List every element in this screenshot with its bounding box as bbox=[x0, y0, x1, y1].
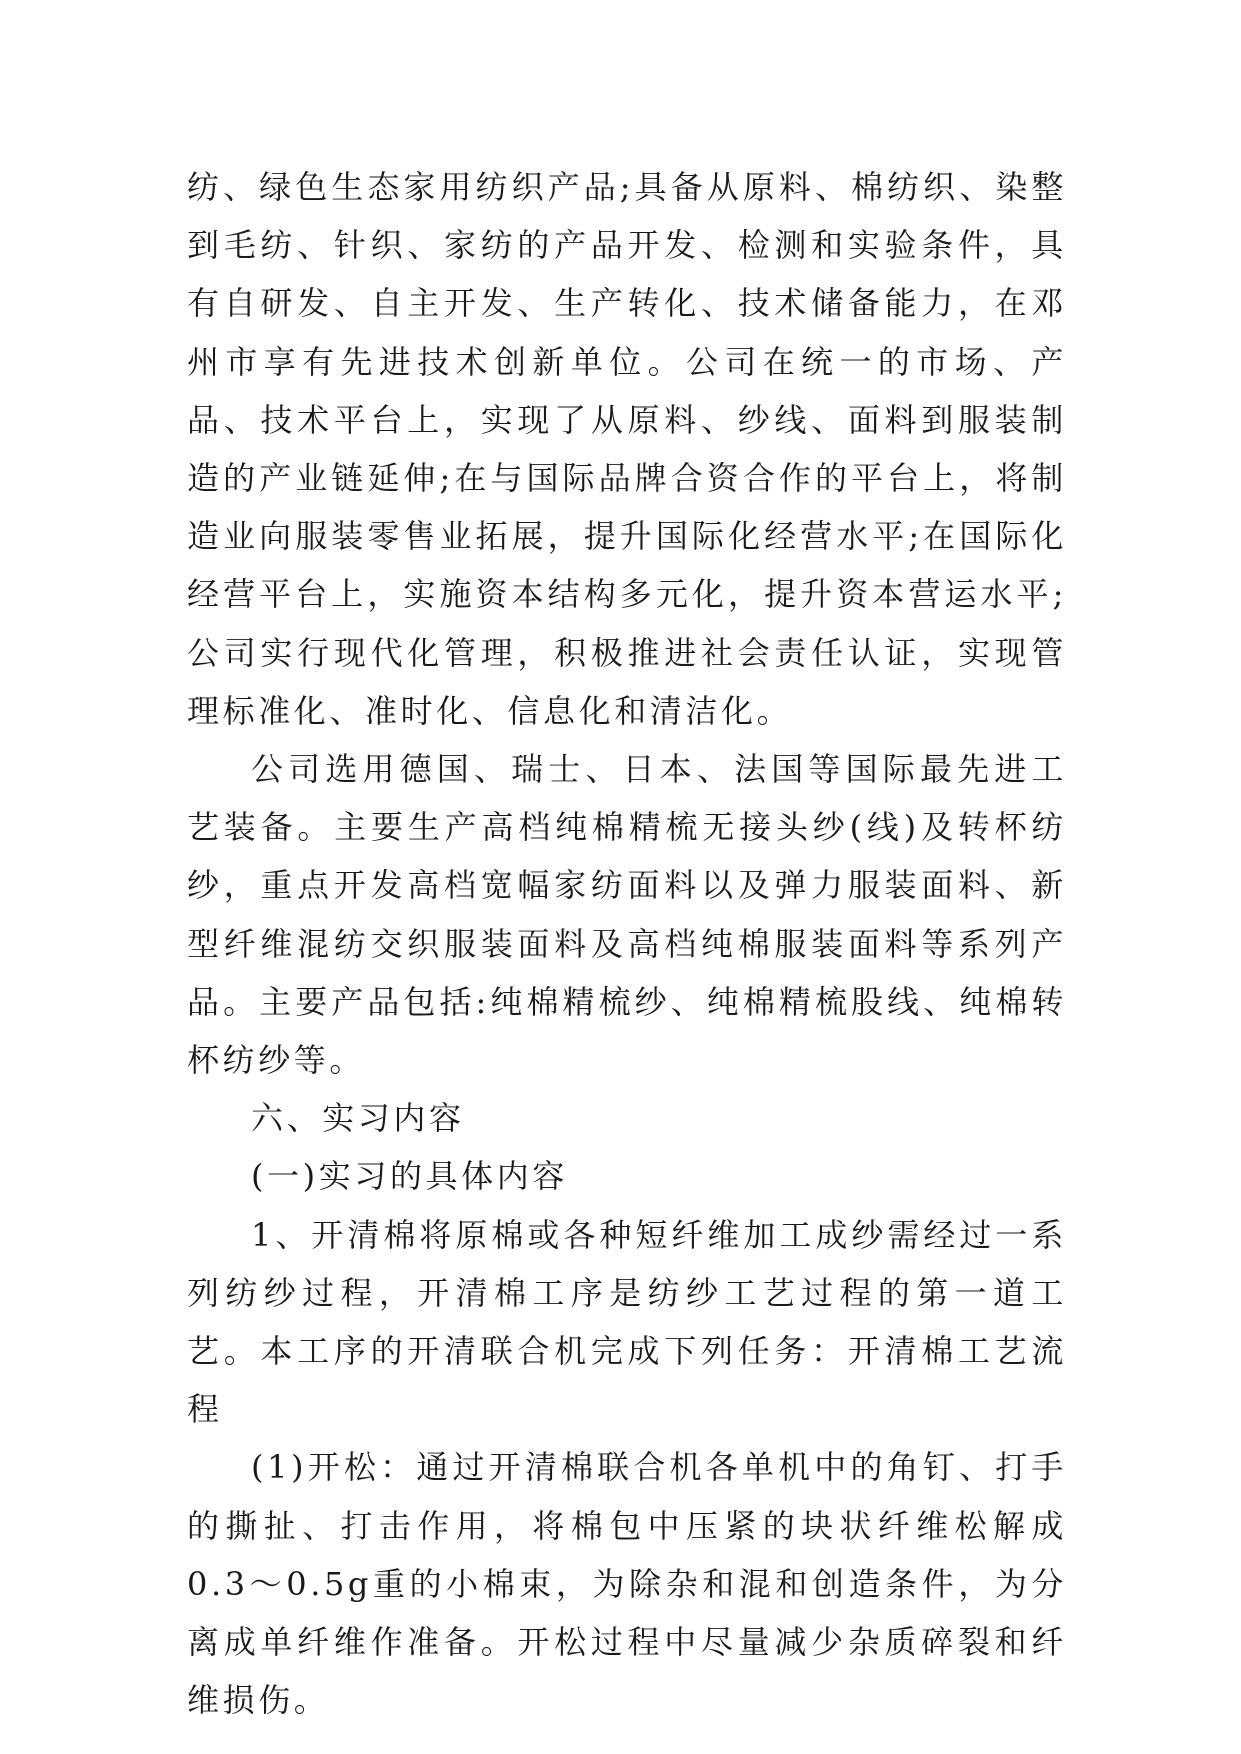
paragraph-opening-cleaning: 1、开清棉将原棉或各种短纤维加工成纱需经过一系列纺纱过程，开清棉工序是纺纱工艺过程的第一道工艺。本工序的开清联合机完成下列任务：开清棉工艺流程 bbox=[187, 1215, 1067, 1429]
section-heading-internship-content: 六、实习内容 bbox=[251, 1099, 465, 1138]
paragraph-company-overview: 纺、绿色生态家用纺织产品;具备从原料、棉纺织、染整到毛纺、针织、家纺的产品开发、检测和实验条件，具有自研发、自主开发、生产转化、技术储备能力，在邓州市享有先进技术创新单位。公司在统一的市场、产品、技术平台上，实现了从原料、纱线、面料到服装制造的产业链延伸;在与国际品牌合资合作的平台上，将制造业向服装零售业拓展，提升国际化经营水平;在国际化经营平台上，实施资本结构多元化，提升资本营运水平;公司实行现代化管理，积极推进社会责任认证，实现管理标准化、准时化、信息化和清洁化。 bbox=[187, 168, 1067, 730]
document-body bbox=[187, 158, 1067, 1729]
paragraph-equipment-products: 公司选用德国、瑞士、日本、法国等国际最先进工艺装备。主要生产高档纯棉精梳无接头纱(线)及转杯纺纱，重点开发高档宽幅家纺面料以及弹力服装面料、新型纤维混纺交织服装面料及高档纯棉服装面料等系列产品。主要产品包括:纯棉精梳纱、纯棉精梳股线、纯棉转杯纺纱等。 bbox=[187, 750, 1067, 1080]
paragraph-opening-step: (1)开松：通过开清棉联合机各单机中的角钉、打手的撕扯、打击作用，将棉包中压紧的块状纤维松解成0.3～0.5g重的小棉束，为除杂和混和创造条件，为分离成单纤维作准备。开松过程中尽量减少杂质碎裂和纤维损伤。 bbox=[187, 1448, 1067, 1720]
subsection-heading-specific-content: (一)实习的具体内容 bbox=[251, 1157, 568, 1196]
